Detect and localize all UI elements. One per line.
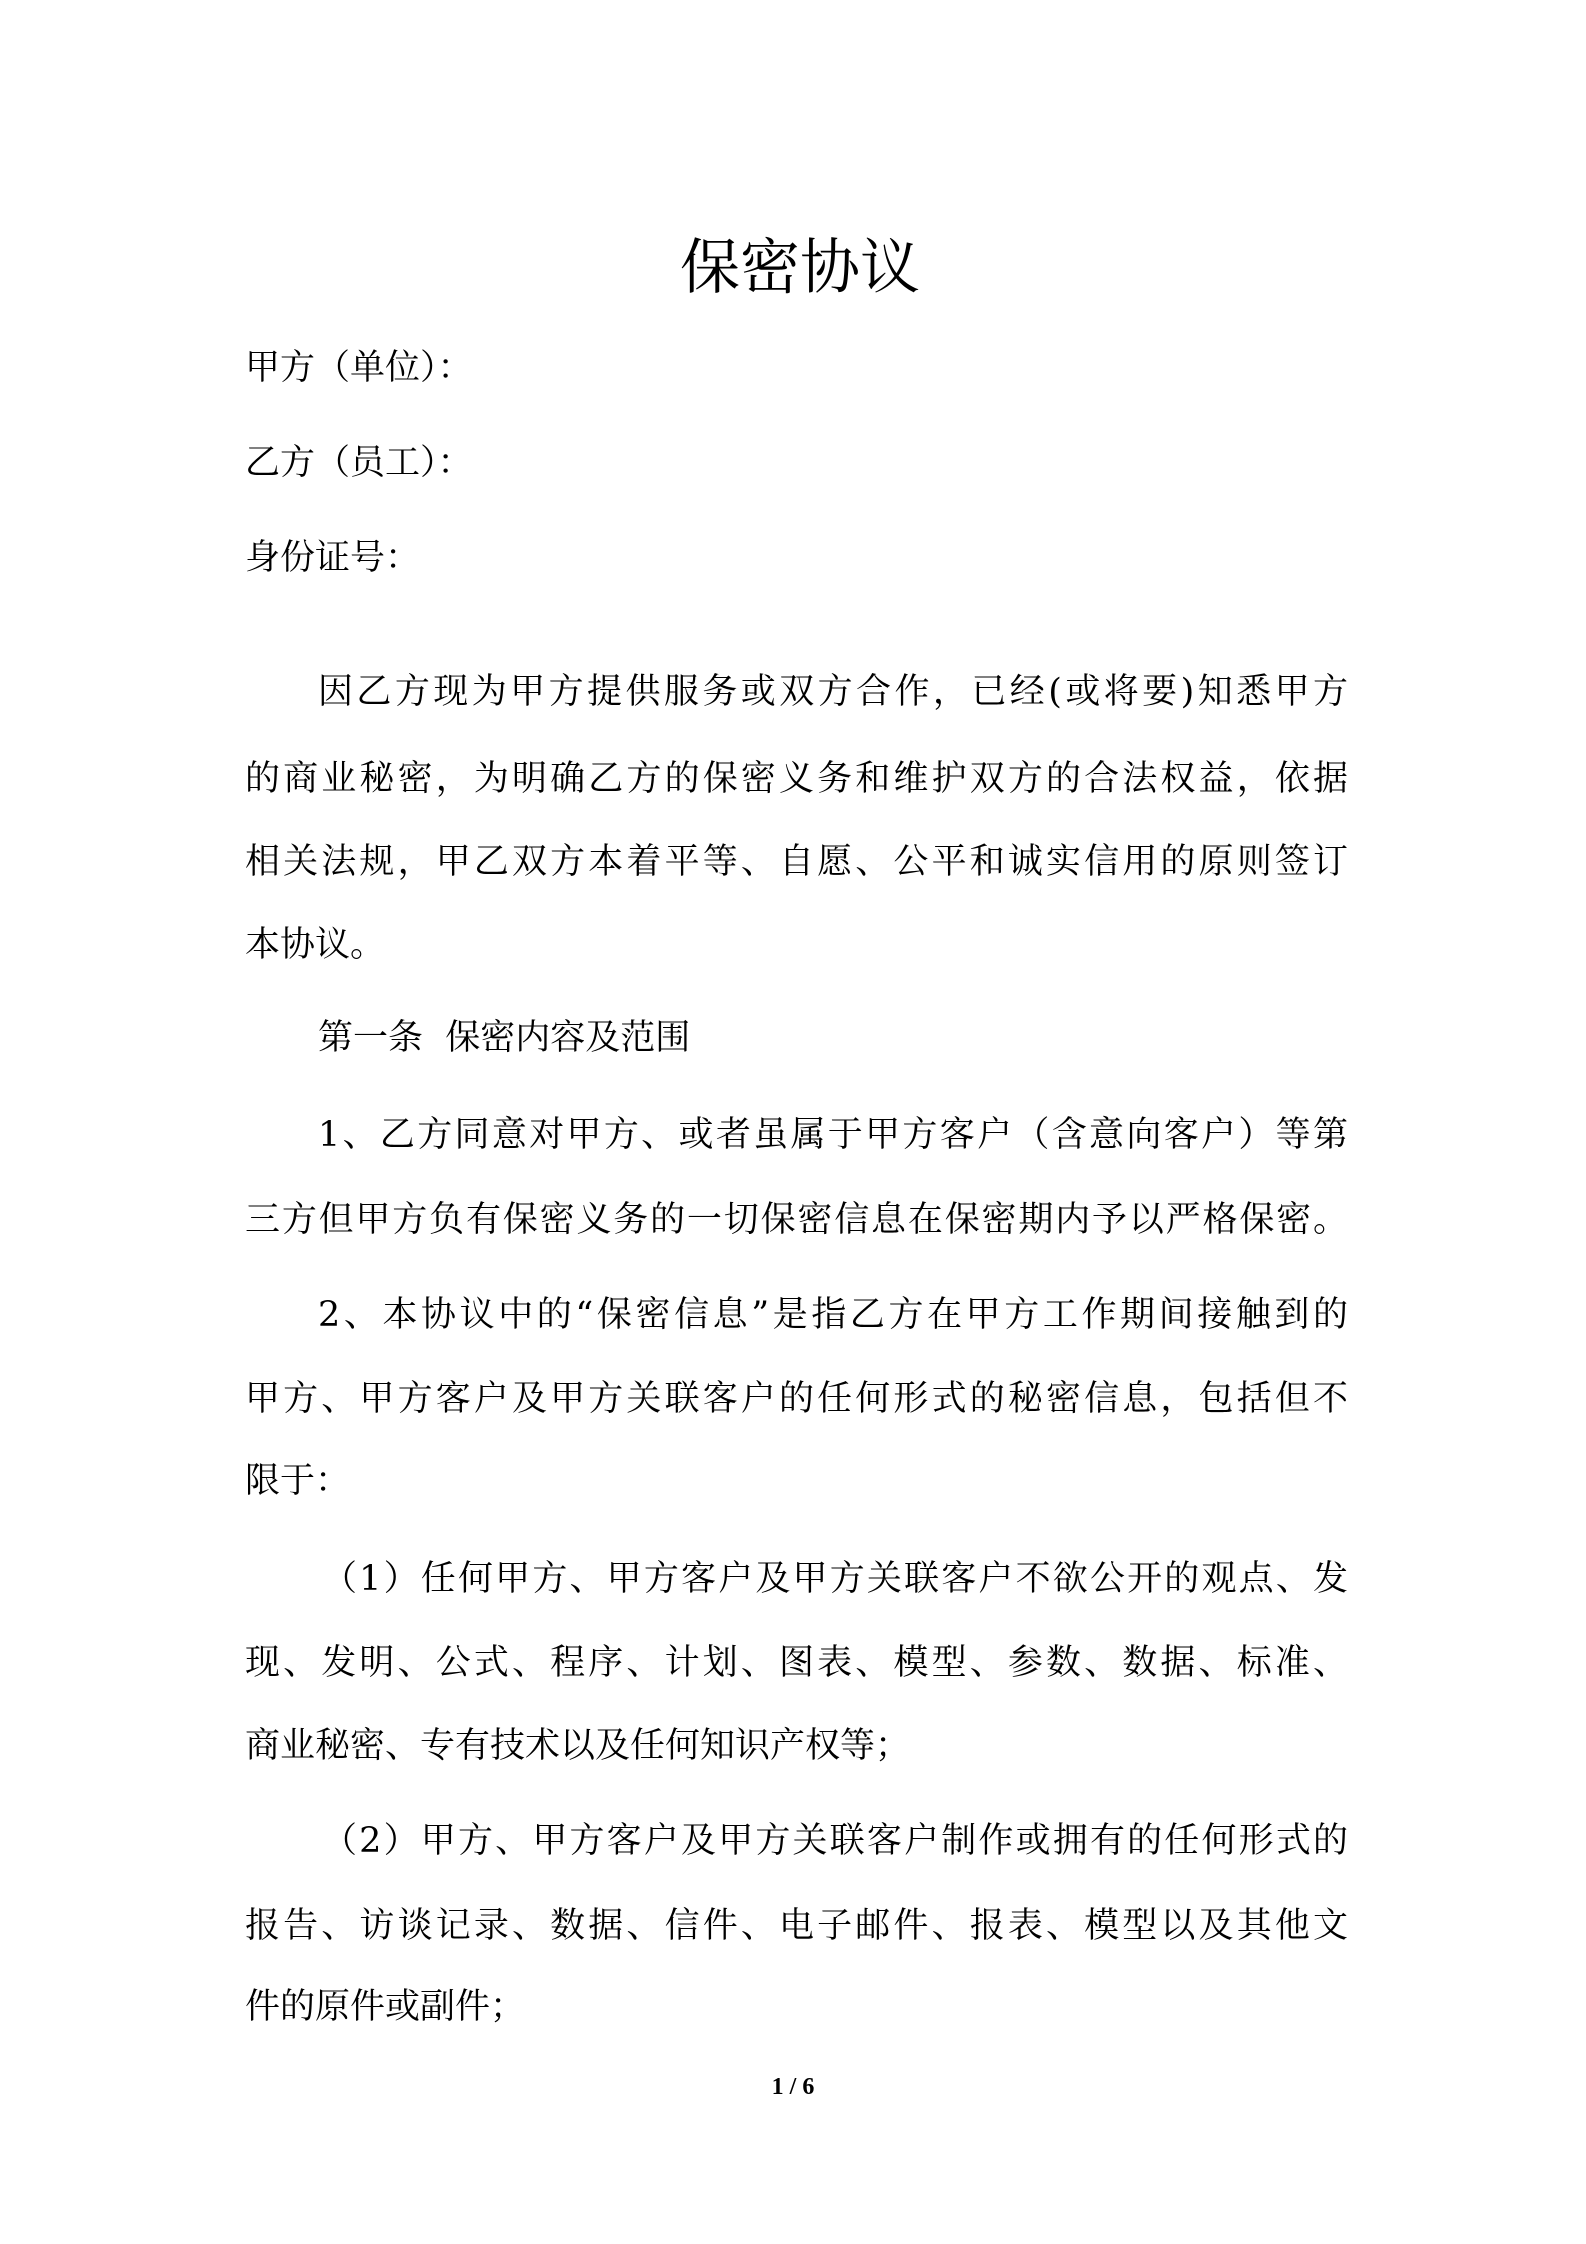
item-line: 件的原件或副件； bbox=[245, 1987, 526, 2027]
id-number-field: 身份证号： bbox=[245, 538, 421, 578]
item-line: 现、发明、公式、程序、计划、图表、模型、参数、数据、标准、 bbox=[245, 1643, 1348, 1683]
clause-line: 三方但甲方负有保密义务的一切保密信息在保密期内予以严格保密。 bbox=[245, 1200, 1348, 1240]
item-line: （2）甲方、甲方客户及甲方关联客户制作或拥有的任何形式的 bbox=[322, 1821, 1348, 1861]
article-heading: 第一条 保密内容及范围 bbox=[318, 1018, 691, 1058]
page-number: 1 / 6 bbox=[771, 2074, 815, 2100]
preamble-line: 本协议。 bbox=[245, 925, 386, 965]
preamble-line: 因乙方现为甲方提供服务或双方合作，已经(或将要)知悉甲方 bbox=[318, 672, 1348, 712]
document-title: 保密协议 bbox=[680, 233, 920, 303]
item-line: 商业秘密、专有技术以及任何知识产权等； bbox=[245, 1726, 911, 1766]
clause-line: 2、本协议中的“保密信息”是指乙方在甲方工作期间接触到的 bbox=[318, 1295, 1348, 1335]
item-line: （1）任何甲方、甲方客户及甲方关联客户不欲公开的观点、发 bbox=[322, 1559, 1348, 1599]
item-line: 报告、访谈记录、数据、信件、电子邮件、报表、模型以及其他文 bbox=[245, 1906, 1348, 1946]
party-a-field: 甲方（单位）： bbox=[245, 348, 473, 388]
clause-line: 甲方、甲方客户及甲方关联客户的任何形式的秘密信息，包括但不 bbox=[245, 1379, 1348, 1419]
preamble-line: 相关法规，甲乙双方本着平等、自愿、公平和诚实信用的原则签订 bbox=[245, 842, 1348, 882]
clause-line: 1、乙方同意对甲方、或者虽属于甲方客户（含意向客户）等第 bbox=[318, 1115, 1348, 1155]
party-b-field: 乙方（员工）： bbox=[245, 443, 473, 483]
clause-line: 限于： bbox=[245, 1461, 351, 1501]
preamble-line: 的商业秘密，为明确乙方的保密义务和维护双方的合法权益，依据 bbox=[245, 759, 1348, 799]
